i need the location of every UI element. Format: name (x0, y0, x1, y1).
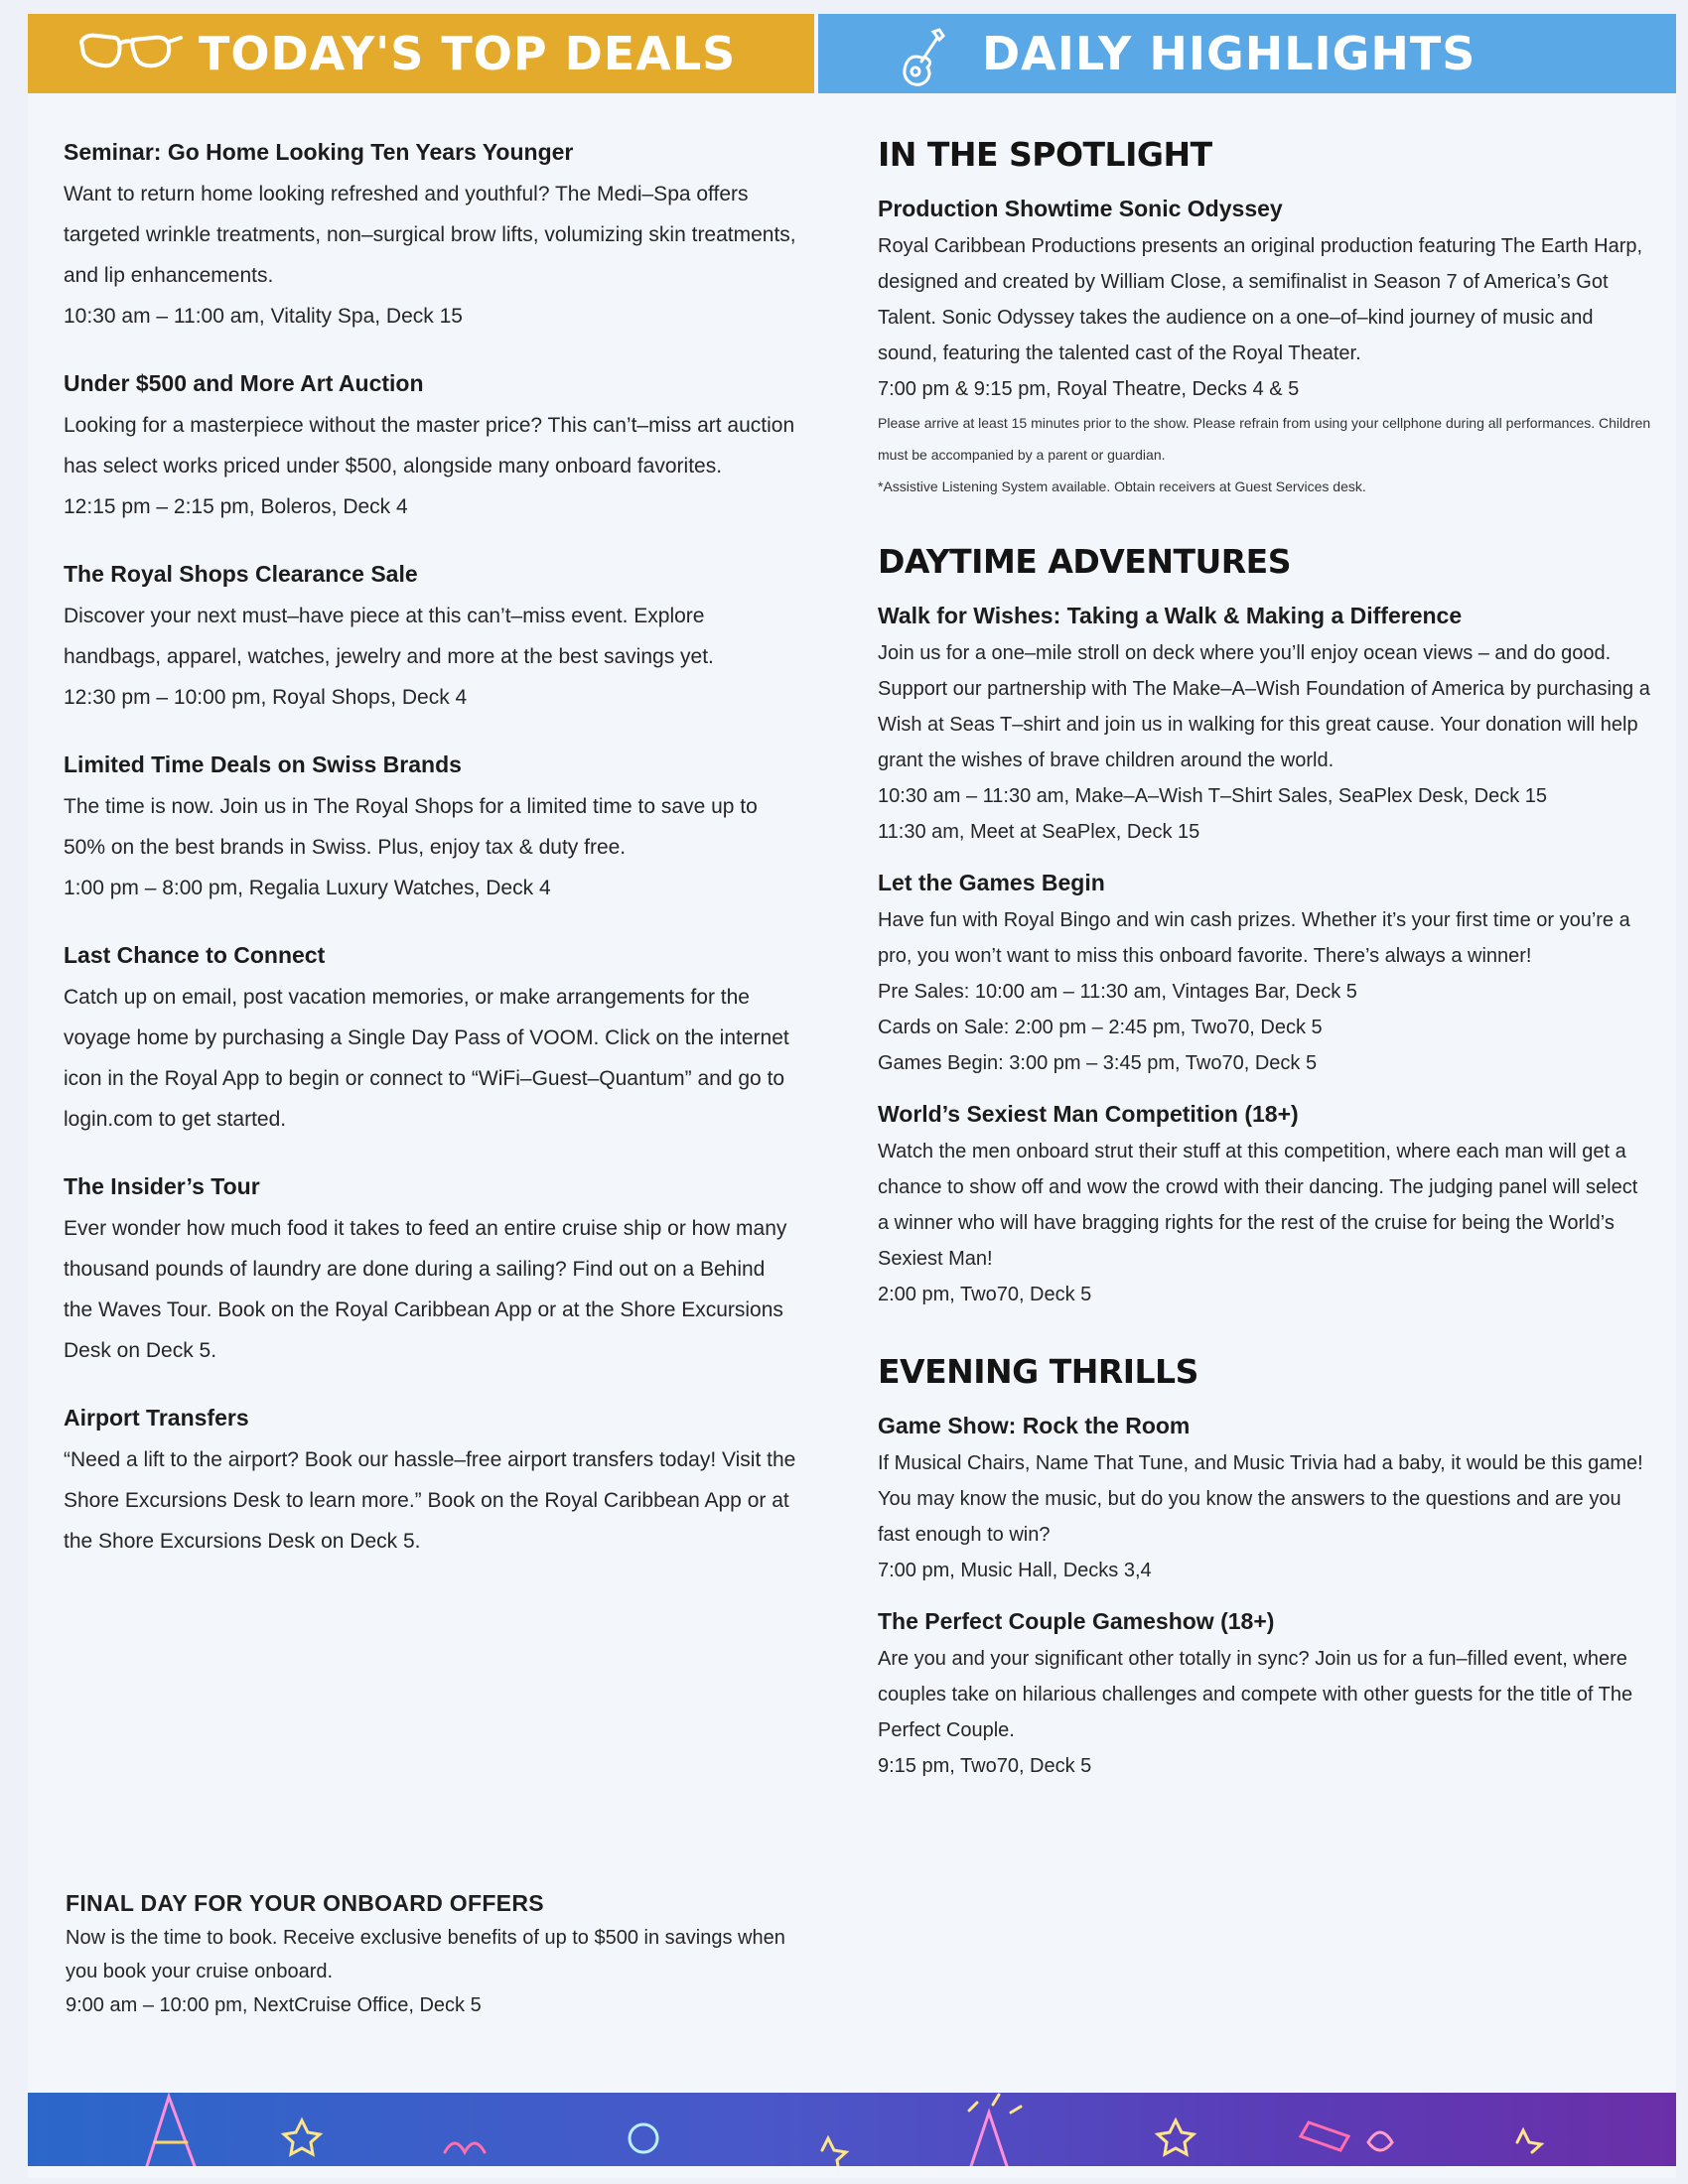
deal-description: Catch up on email, post vacation memories, or make arrangements for the voyage home by purchasing a Single Day Pass of VOOM. Click on the internet icon in the Royal App to begin or connect to “WiFi–Guest–Quantum” and go to login.com to get started. (64, 986, 789, 1131)
deal-item (64, 561, 798, 718)
highlight-time: Cards on Sale: 2:00 pm – 2:45 pm, Two70, Deck 5 (878, 1017, 1323, 1038)
deal-description: The time is now. Join us in The Royal Shops for a limited time to save up to 50% on the best brands in Swiss. Plus, enjoy tax & duty free. (64, 795, 758, 859)
deal-description: Looking for a masterpiece without the master price? This can’t–miss art auction has select works priced under $500, alongside many onboard favorites. (64, 414, 795, 478)
highlight-item (878, 1608, 1652, 1784)
deal-item (64, 1405, 798, 1562)
deal-item (64, 139, 798, 337)
section-heading: IN THE SPOTLIGHT (878, 135, 1212, 174)
top-deals-header (28, 14, 814, 93)
evening-section (878, 1352, 1652, 1784)
deal-title: The Royal Shops Clearance Sale (64, 561, 418, 587)
highlight-time: 7:00 pm, Music Hall, Decks 3,4 (878, 1560, 1152, 1581)
spotlight-section (878, 135, 1652, 502)
final-offers-time: 9:00 am – 10:00 pm, NextCruise Office, Deck 5 (66, 1994, 482, 2016)
highlight-time: 9:15 pm, Two70, Deck 5 (878, 1755, 1092, 1777)
highlight-time: 2:00 pm, Two70, Deck 5 (878, 1284, 1092, 1305)
deal-description: Discover your next must–have piece at this can’t–miss event. Explore handbags, apparel, watches, jewelry and more at the best savings yet. (64, 605, 714, 668)
deal-title: Last Chance to Connect (64, 942, 326, 968)
deal-description: “Need a lift to the airport? Book our hassle–free airport transfers today! Visit the Shore Excursions Desk to learn more.” Book on the Royal Caribbean App or at the Shore Excursions Desk on Deck 5. (64, 1448, 796, 1553)
section-heading: DAYTIME ADVENTURES (878, 542, 1291, 581)
highlight-item (878, 1413, 1652, 1588)
highlight-title: Game Show: Rock the Room (878, 1413, 1191, 1438)
daily-highlights-list (878, 135, 1652, 1824)
deal-item (64, 370, 798, 527)
top-deals-list (64, 139, 798, 1595)
highlight-item (878, 870, 1652, 1081)
deal-time: 10:30 am – 11:00 am, Vitality Spa, Deck 15 (64, 305, 463, 328)
highlight-description: If Musical Chairs, Name That Tune, and Music Trivia had a baby, it would be this game! You may know the music, but do you know the answers to the questions and are you fast enough to win? (878, 1452, 1643, 1546)
guitar-icon (900, 28, 949, 100)
highlight-title: World’s Sexiest Man Competition (18+) (878, 1101, 1299, 1127)
deal-title: Limited Time Deals on Swiss Brands (64, 751, 462, 777)
sunglasses-icon (75, 28, 185, 90)
highlight-item (878, 196, 1652, 502)
section-heading: EVENING THRILLS (878, 1352, 1198, 1391)
daily-highlights-title: DAILY HIGHLIGHTS (982, 27, 1477, 80)
final-offers-box (66, 1890, 820, 2022)
highlight-time: 7:00 pm & 9:15 pm, Royal Theatre, Decks 4 & 5 (878, 378, 1300, 400)
highlight-note: *Assistive Listening System available. Obtain receivers at Guest Services desk. (878, 478, 1366, 494)
deal-description: Want to return home looking refreshed and youthful? The Medi–Spa offers targeted wrinkle treatments, non–surgical brow lifts, volumizing skin treatments, and lip enhancements. (64, 183, 796, 287)
final-offers-title: FINAL DAY FOR YOUR ONBOARD OFFERS (66, 1890, 544, 1916)
highlight-time: Pre Sales: 10:00 am – 11:30 am, Vintages Bar, Deck 5 (878, 981, 1357, 1003)
highlight-note: Please arrive at least 15 minutes prior to the show. Please refrain from using your cellphone during all performances. Children must be accompanied by a parent or guardian. (878, 415, 1651, 463)
highlight-description: Join us for a one–mile stroll on deck where you’ll enjoy ocean views – and do good. Support our partnership with The Make–A–Wish Foundation of America by purchasing a Wish at Seas T–shirt and join us in walking for this great cause. Your donation will help grant the wishes of brave children around the world. (878, 642, 1650, 771)
highlight-time: Games Begin: 3:00 pm – 3:45 pm, Two70, Deck 5 (878, 1052, 1318, 1074)
deal-item (64, 751, 798, 908)
highlight-description: Watch the men onboard strut their stuff at this competition, where each man will get a chance to show off and wow the crowd with their dancing. The judging panel will select a winner who will have bragging rights for the rest of the cruise for being the World’s Sexiest Man! (878, 1141, 1638, 1270)
top-deals-title: TODAY'S TOP DEALS (199, 27, 737, 80)
highlight-title: Production Showtime Sonic Odyssey (878, 196, 1283, 221)
deal-description: Ever wonder how much food it takes to feed an entire cruise ship or how many thousand pounds of laundry are done during a sailing? Find out on a Behind the Waves Tour. Book on the Royal Caribbean App or at the Shore Excursions Desk on Deck 5. (64, 1217, 787, 1362)
highlight-item (878, 1101, 1652, 1312)
highlight-time: 11:30 am, Meet at SeaPlex, Deck 15 (878, 821, 1200, 843)
highlight-description: Royal Caribbean Productions presents an original production featuring The Earth Harp, designed and created by William Close, a semifinalist in Season 7 of America’s Got Talent. Sonic Odyssey takes the audience on a one–of–kind journey of music and sound, featuring the talented cast of the Royal Theater. (878, 235, 1643, 364)
deal-item (64, 1173, 798, 1371)
highlight-title: Walk for Wishes: Taking a Walk & Making a Difference (878, 603, 1463, 628)
deal-item (64, 942, 798, 1140)
party-footer-strip (28, 2093, 1676, 2166)
deal-title: The Insider’s Tour (64, 1173, 260, 1199)
deal-time: 12:30 pm – 10:00 pm, Royal Shops, Deck 4 (64, 686, 468, 709)
highlight-time: 10:30 am – 11:30 am, Make–A–Wish T–Shirt Sales, SeaPlex Desk, Deck 15 (878, 785, 1548, 807)
final-offers-description: Now is the time to book. Receive exclusive benefits of up to $500 in savings when you book your cruise onboard. (66, 1927, 785, 1982)
deal-title: Seminar: Go Home Looking Ten Years Younger (64, 139, 574, 165)
party-decorations-icon (28, 2093, 1676, 2166)
deal-time: 12:15 pm – 2:15 pm, Boleros, Deck 4 (64, 495, 408, 518)
deal-time: 1:00 pm – 8:00 pm, Regalia Luxury Watches, Deck 4 (64, 877, 551, 899)
highlight-title: Let the Games Begin (878, 870, 1105, 895)
daytime-section (878, 542, 1652, 1312)
highlight-item (878, 603, 1652, 850)
highlight-title: The Perfect Couple Gameshow (18+) (878, 1608, 1275, 1634)
highlight-description: Are you and your significant other totally in sync? Join us for a fun–filled event, where couples take on hilarious challenges and compete with other guests for the title of The Perfect Couple. (878, 1648, 1633, 1741)
deal-title: Airport Transfers (64, 1405, 249, 1431)
daily-highlights-header (818, 14, 1676, 93)
highlight-description: Have fun with Royal Bingo and win cash prizes. Whether it’s your first time or you’re a pro, you won’t want to miss this onboard favorite. There’s always a winner! (878, 909, 1630, 967)
deal-title: Under $500 and More Art Auction (64, 370, 424, 396)
